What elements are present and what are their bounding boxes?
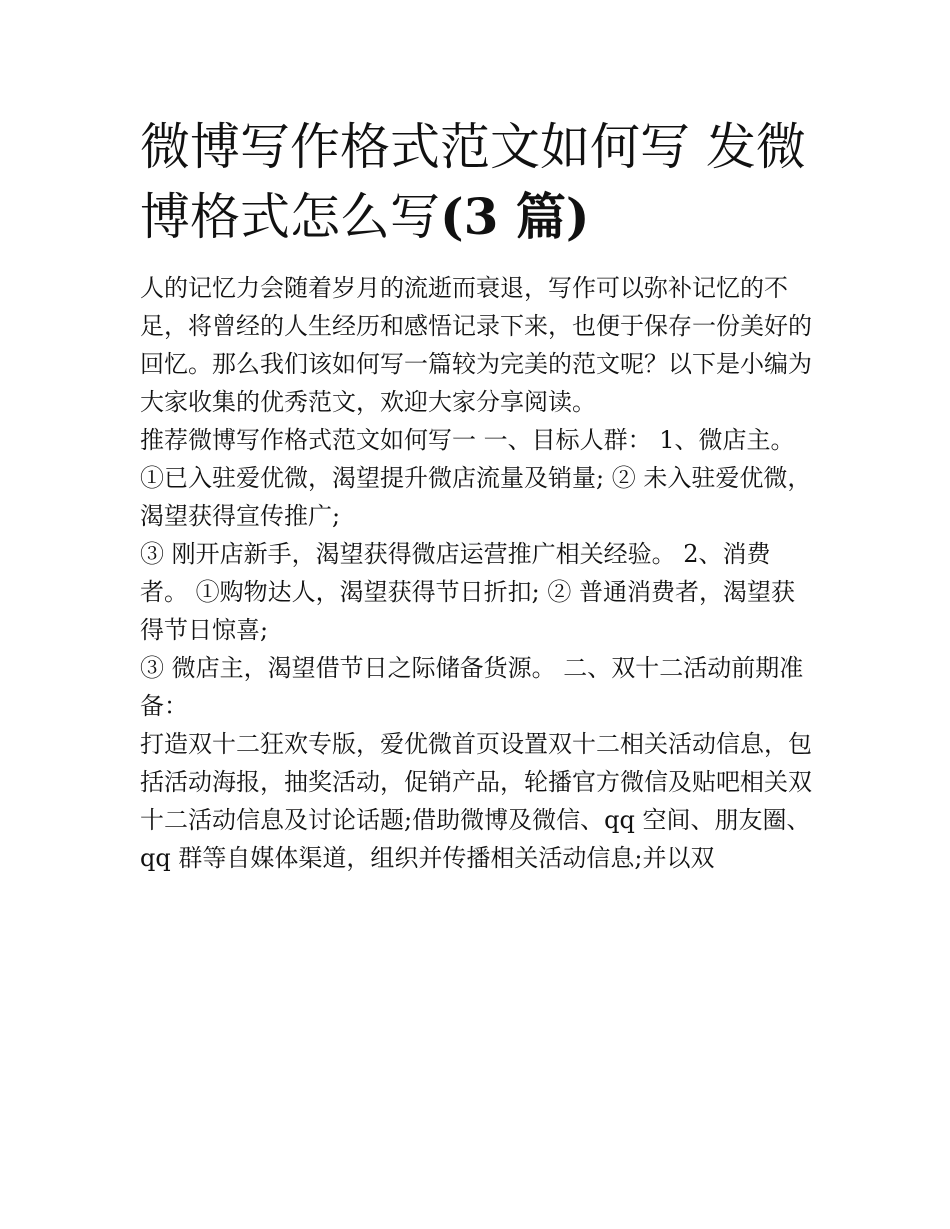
paragraph-intro: 人的记忆力会随着岁月的流逝而衰退，写作可以弥补记忆的不足，将曾经的人生经历和感悟记录下来，也便于保存一份美好的回忆。那么我们该如何写一篇较为完美的范文呢？以下是小编为大家收集的优秀范文，欢迎大家分享阅读。 <box>140 274 812 416</box>
paragraph-target-audience: 推荐微博写作格式范文如何写一 一、目标人群： 1、微店主。 ①已入驻爱优微，渴望提升微店流量及销量; ② 未入驻爱优微，渴望获得宣传推广; <box>140 426 812 530</box>
document-title <box>140 112 816 252</box>
title-text: 微博写作格式范文如何写 发微博格式怎么写 <box>140 118 806 246</box>
document-content <box>140 112 816 877</box>
paragraph-preparation: ③ 微店主，渴望借节日之际储备货源。 二、双十二活动前期准备： <box>140 654 804 720</box>
title-count: (3 篇) <box>440 187 590 246</box>
paragraph-consumers: ③ 刚开店新手，渴望获得微店运营推广相关经验。 2、消费者。 ①购物达人，渴望获得节日折扣; ② 普通消费者，渴望获得节日惊喜; <box>140 540 795 644</box>
paragraph-promotion: 打造双十二狂欢专版，爱优微首页设置双十二相关活动信息，包括活动海报，抽奖活动，促销产品，轮播官方微信及贴吧相关双十二活动信息及讨论话题;借助微博及微信、qq 空间、朋友圈、qq 群等自媒体渠道，组织并传播相关活动信息;并以双 <box>140 730 812 872</box>
document-body <box>140 269 816 877</box>
